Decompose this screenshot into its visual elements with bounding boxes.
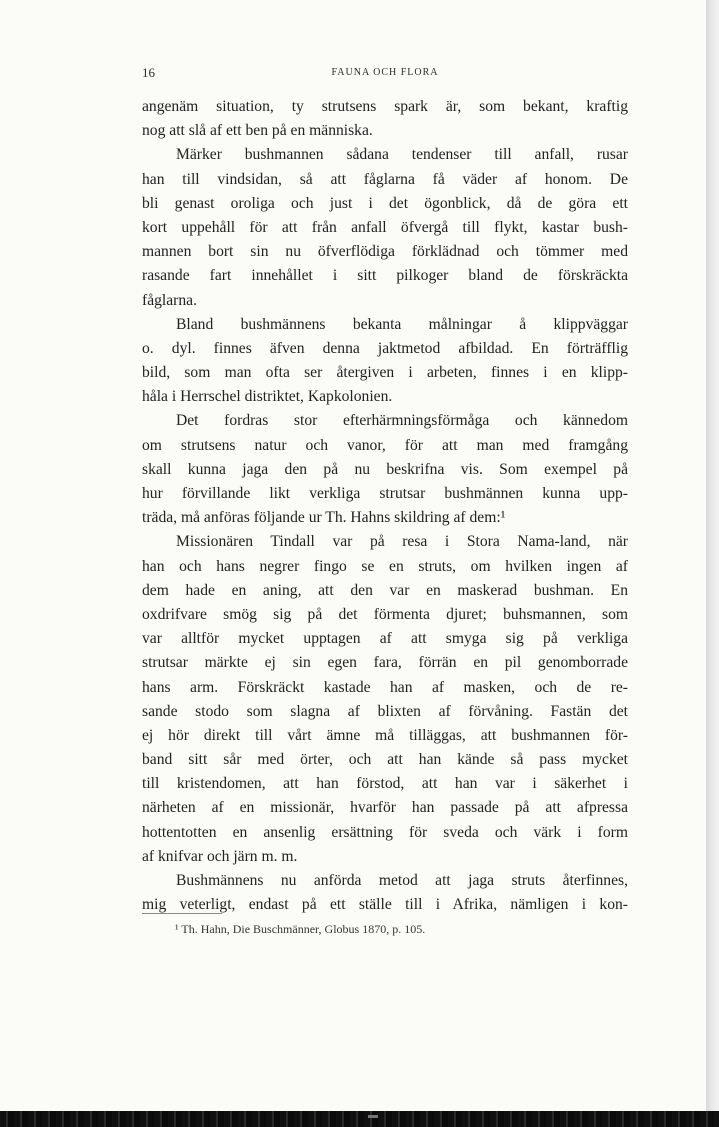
text-line: träda, må anföras följande ur Th. Hahns skildring af dem:¹: [142, 509, 506, 527]
text-line: fåglarna.: [142, 291, 197, 309]
text-line: angenäm situation, ty strutsens spark är, som bekant, kraftig: [142, 98, 628, 115]
text-line: håla i Herrschel distriktet, Kapkolonien.: [142, 388, 393, 406]
text-line: oxdrifvare smög sig på det förmenta djuret; buhsmannen, som: [142, 605, 628, 623]
text-line: var alltför mycket upptagen af att smyga sig på verkliga: [142, 630, 628, 648]
text-line: till kristendomen, att han förstod, att han var i säkerhet i: [142, 775, 628, 793]
text-line: Missionären Tindall var på resa i Stora Nama-land, när: [176, 533, 628, 551]
page-number: 16: [142, 65, 155, 80]
text-line: hans arm. Förskräckt kastade han af masken, och de re-: [142, 678, 628, 696]
text-line: bli genast oroliga och just i det ögonblick, då de göra ett: [142, 194, 628, 212]
text-line: han till vindsidan, så att fåglarna få väder af honom. De: [142, 170, 628, 188]
text-line: ej hör direkt till vårt ämne må tilläggas, att bushmannen för-: [142, 726, 628, 744]
text-line: kort uppehåll för att från anfall öfvergå till flykt, kastar bush-: [142, 218, 628, 236]
footnote: ¹ Th. Hahn, Die Buschmänner, Globus 1870, p. 105.: [175, 922, 426, 936]
text-line: af knifvar och järn m. m.: [142, 847, 298, 865]
text-line: skall kunna jaga den på nu beskrifna vis. Som exempel på: [142, 460, 628, 478]
text-line: sande stodo som slagna af blixten af förvåning. Fastän det: [142, 702, 628, 720]
text-line: Det fordras stor efterhärmningsförmåga och kännedom: [176, 412, 628, 430]
text-line: rasande fart innehållet i sitt pilkoger bland de förskräckta: [142, 267, 628, 285]
body-text: [142, 95, 628, 917]
text-line: dem hade en aning, att den var en maskerad bushman. En: [142, 581, 628, 599]
text-line: nog att slå af ett ben på en människa.: [142, 122, 373, 140]
text-line: hottentotten en ansenlig ersättning för sveda och värk i form: [142, 823, 628, 841]
text-line: närheten af en missionär, hvarför han passade på att afpressa: [142, 799, 628, 817]
text-line: Märker bushmannen sådana tendenser till anfall, rusar: [176, 146, 628, 164]
text-line: strutsar märkte ej sin egen fara, förrän en pil genomborrade: [142, 654, 628, 672]
footnote-rule: [142, 913, 222, 914]
running-title: FAUNA OCH FLORA: [331, 67, 439, 78]
page-edge-right: [706, 0, 719, 1127]
text-line: o. dyl. finnes äfven denna jaktmetod afbildad. En förträfflig: [142, 339, 628, 357]
text-line: mig veterligt, endast på ett ställe till i Afrika, nämligen i kon-: [142, 896, 628, 914]
text-line: han och hans negrer fingo se en struts, om hvilken ingen af: [142, 557, 628, 575]
running-header: [142, 65, 628, 83]
text-line: band sitt sår med örter, och att han kände så pass mycket: [142, 751, 628, 769]
text-line: hur förvillande likt verkliga strutsar bushmännen kunna upp-: [142, 485, 628, 502]
text-line: Bushmännens nu anförda metod att jaga struts återfinnes,: [176, 872, 628, 889]
text-line: bild, som man ofta ser återgiven i arbeten, finnes i en klipp-: [142, 364, 628, 382]
page-edge-bottom: [0, 1111, 719, 1127]
text-line: mannen bort sin nu öfverflödiga förklädnad och tömmer med: [142, 243, 628, 261]
text-line: Bland bushmännens bekanta målningar å klippväggar: [176, 315, 628, 333]
text-line: om strutsens natur och vanor, för att man med framgång: [142, 436, 628, 454]
